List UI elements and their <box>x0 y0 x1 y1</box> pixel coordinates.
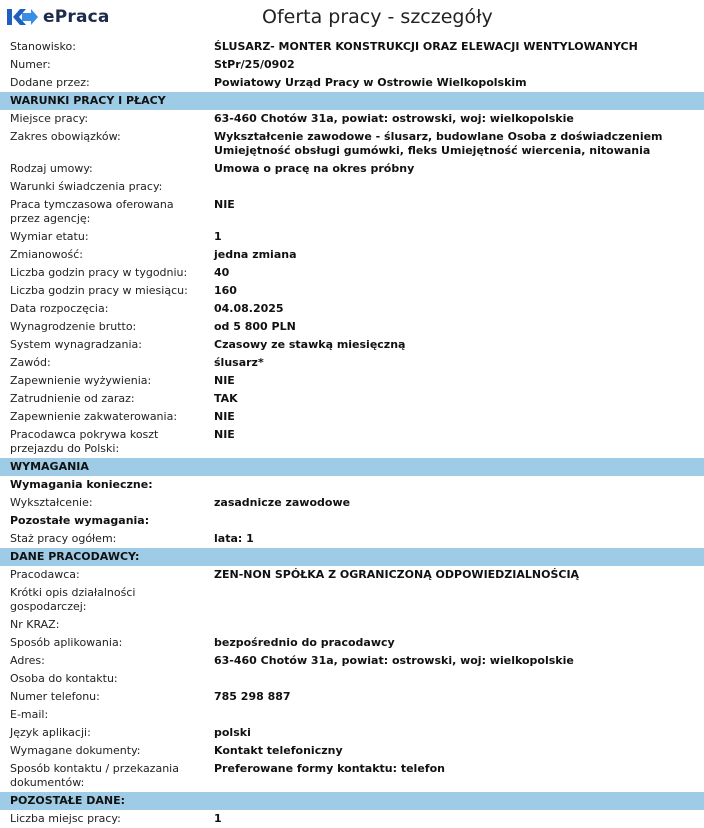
subsection-row <box>0 476 704 494</box>
field-value: zasadnicze zawodowe <box>214 496 351 509</box>
field-value: 160 <box>214 284 237 297</box>
field-label: Zakres obowiązków: <box>10 130 121 143</box>
field-value: Umowa o pracę na okres próbny <box>214 162 415 175</box>
field-value: StPr/25/0902 <box>214 58 295 71</box>
detail-row <box>0 566 704 584</box>
subsection-title: Pozostałe wymagania: <box>10 514 150 527</box>
field-value: bezpośrednio do pracodawcy <box>214 636 395 649</box>
detail-row <box>0 724 704 742</box>
detail-row <box>0 318 704 336</box>
field-label: Adres: <box>10 654 45 667</box>
top-bar <box>0 0 704 38</box>
detail-row <box>0 56 704 74</box>
section-header <box>0 92 704 110</box>
field-label: Sposób kontaktu / przekazania dokumentów: <box>10 762 179 789</box>
field-label: Wymagane dokumenty: <box>10 744 141 757</box>
field-value: 63-460 Chotów 31a, powiat: ostrowski, woj: wielkopolskie <box>214 112 574 125</box>
field-value: polski <box>214 726 251 739</box>
detail-row <box>0 584 704 616</box>
field-label: Osoba do kontaktu: <box>10 672 118 685</box>
field-value: 63-460 Chotów 31a, powiat: ostrowski, woj: wielkopolskie <box>214 654 574 667</box>
section-header <box>0 548 704 566</box>
field-value: Wykształcenie zawodowe - ślusarz, budowlane Osoba z doświadczeniem Umiejętność obsługi gumówki, fleks Umiejętność wiercenia, nitowania <box>214 130 663 157</box>
field-value: ślusarz* <box>214 356 264 369</box>
field-label: Zawód: <box>10 356 51 369</box>
field-label: Liczba godzin pracy w tygodniu: <box>10 266 188 279</box>
detail-row <box>0 74 704 92</box>
section-title: WYMAGANIA <box>0 458 704 476</box>
detail-row <box>0 354 704 372</box>
detail-row <box>0 530 704 548</box>
field-label: Wynagrodzenie brutto: <box>10 320 137 333</box>
detail-row <box>0 228 704 246</box>
detail-row <box>0 494 704 512</box>
page-title: Oferta pracy - szczegóły <box>262 6 493 28</box>
field-value: NIE <box>214 198 235 211</box>
field-label: Zatrudnienie od zaraz: <box>10 392 135 405</box>
field-label: Warunki świadczenia pracy: <box>10 180 163 193</box>
field-value: Czasowy ze stawką miesięczną <box>214 338 406 351</box>
detail-row <box>0 616 704 634</box>
field-value <box>210 670 704 688</box>
field-label: Liczba miejsc pracy: <box>10 812 121 825</box>
detail-row <box>0 634 704 652</box>
field-label: Zapewnienie wyżywienia: <box>10 374 152 387</box>
field-label: Wykształcenie: <box>10 496 93 509</box>
detail-row <box>0 760 704 792</box>
detail-row <box>0 128 704 160</box>
detail-row <box>0 336 704 354</box>
field-value <box>210 178 704 196</box>
field-value: 1 <box>214 812 222 825</box>
detail-row <box>0 426 704 458</box>
field-value: TAK <box>214 392 238 405</box>
field-value: NIE <box>214 428 235 441</box>
field-value: NIE <box>214 410 235 423</box>
field-value: Preferowane formy kontaktu: telefon <box>214 762 445 775</box>
field-label: Pracodawca: <box>10 568 80 581</box>
offer-details-table <box>0 38 704 828</box>
detail-row <box>0 652 704 670</box>
field-value: ŚLUSARZ- MONTER KONSTRUKCJI ORAZ ELEWACJI WENTYLOWANYCH <box>214 40 638 53</box>
field-value: Kontakt telefoniczny <box>214 744 343 757</box>
field-label: Krótki opis działalności gospodarczej: <box>10 586 136 613</box>
field-label: Numer telefonu: <box>10 690 100 703</box>
detail-row <box>0 246 704 264</box>
field-label: Sposób aplikowania: <box>10 636 123 649</box>
field-label: Język aplikacji: <box>10 726 91 739</box>
field-label: Praca tymczasowa oferowana przez agencję: <box>10 198 174 225</box>
field-value: 1 <box>214 230 222 243</box>
field-value: od 5 800 PLN <box>214 320 296 333</box>
detail-row <box>0 196 704 228</box>
field-value: ZEN-NON SPÓŁKA Z OGRANICZONĄ ODPOWIEDZIALNOŚCIĄ <box>214 568 580 581</box>
detail-row <box>0 282 704 300</box>
field-label: Data rozpoczęcia: <box>10 302 109 315</box>
detail-row <box>0 408 704 426</box>
field-value: Powiatowy Urząd Pracy w Ostrowie Wielkopolskim <box>214 76 527 89</box>
field-label: Pracodawca pokrywa koszt przejazdu do Polski: <box>10 428 159 455</box>
section-header <box>0 458 704 476</box>
section-title: WARUNKI PRACY I PŁACY <box>0 92 704 110</box>
detail-row <box>0 670 704 688</box>
field-label: Staż pracy ogółem: <box>10 532 117 545</box>
field-value <box>210 706 704 724</box>
field-label: Zapewnienie zakwaterowania: <box>10 410 178 423</box>
field-label: Numer: <box>10 58 51 71</box>
field-value: 785 298 887 <box>214 690 291 703</box>
detail-row <box>0 160 704 178</box>
detail-row <box>0 300 704 318</box>
field-label: Nr KRAZ: <box>10 618 60 631</box>
field-value: lata: 1 <box>214 532 254 545</box>
field-label: System wynagradzania: <box>10 338 142 351</box>
subsection-title: Wymagania konieczne: <box>10 478 153 491</box>
detail-row <box>0 372 704 390</box>
field-value <box>210 616 704 634</box>
field-value: 40 <box>214 266 230 279</box>
field-value <box>210 584 704 616</box>
detail-row <box>0 810 704 828</box>
field-label: Stanowisko: <box>10 40 76 53</box>
field-label: E-mail: <box>10 708 49 721</box>
field-value: NIE <box>214 374 235 387</box>
section-title: POZOSTAŁE DANE: <box>0 792 704 810</box>
detail-row <box>0 110 704 128</box>
field-label: Dodane przez: <box>10 76 90 89</box>
field-label: Wymiar etatu: <box>10 230 89 243</box>
field-label: Zmianowość: <box>10 248 83 261</box>
detail-row <box>0 390 704 408</box>
detail-row <box>0 264 704 282</box>
section-title: DANE PRACODAWCY: <box>0 548 704 566</box>
field-label: Miejsce pracy: <box>10 112 89 125</box>
detail-row <box>0 742 704 760</box>
field-label: Liczba godzin pracy w miesiącu: <box>10 284 188 297</box>
detail-row <box>0 706 704 724</box>
subsection-row <box>0 512 704 530</box>
field-value: 04.08.2025 <box>214 302 284 315</box>
epraca-logo-icon <box>5 7 39 27</box>
logo-text: ePraca <box>43 7 110 27</box>
detail-row <box>0 688 704 706</box>
detail-row <box>0 38 704 56</box>
field-value: jedna zmiana <box>214 248 297 261</box>
field-label: Rodzaj umowy: <box>10 162 93 175</box>
epraca-logo[interactable] <box>5 7 110 27</box>
detail-row <box>0 178 704 196</box>
section-header <box>0 792 704 810</box>
